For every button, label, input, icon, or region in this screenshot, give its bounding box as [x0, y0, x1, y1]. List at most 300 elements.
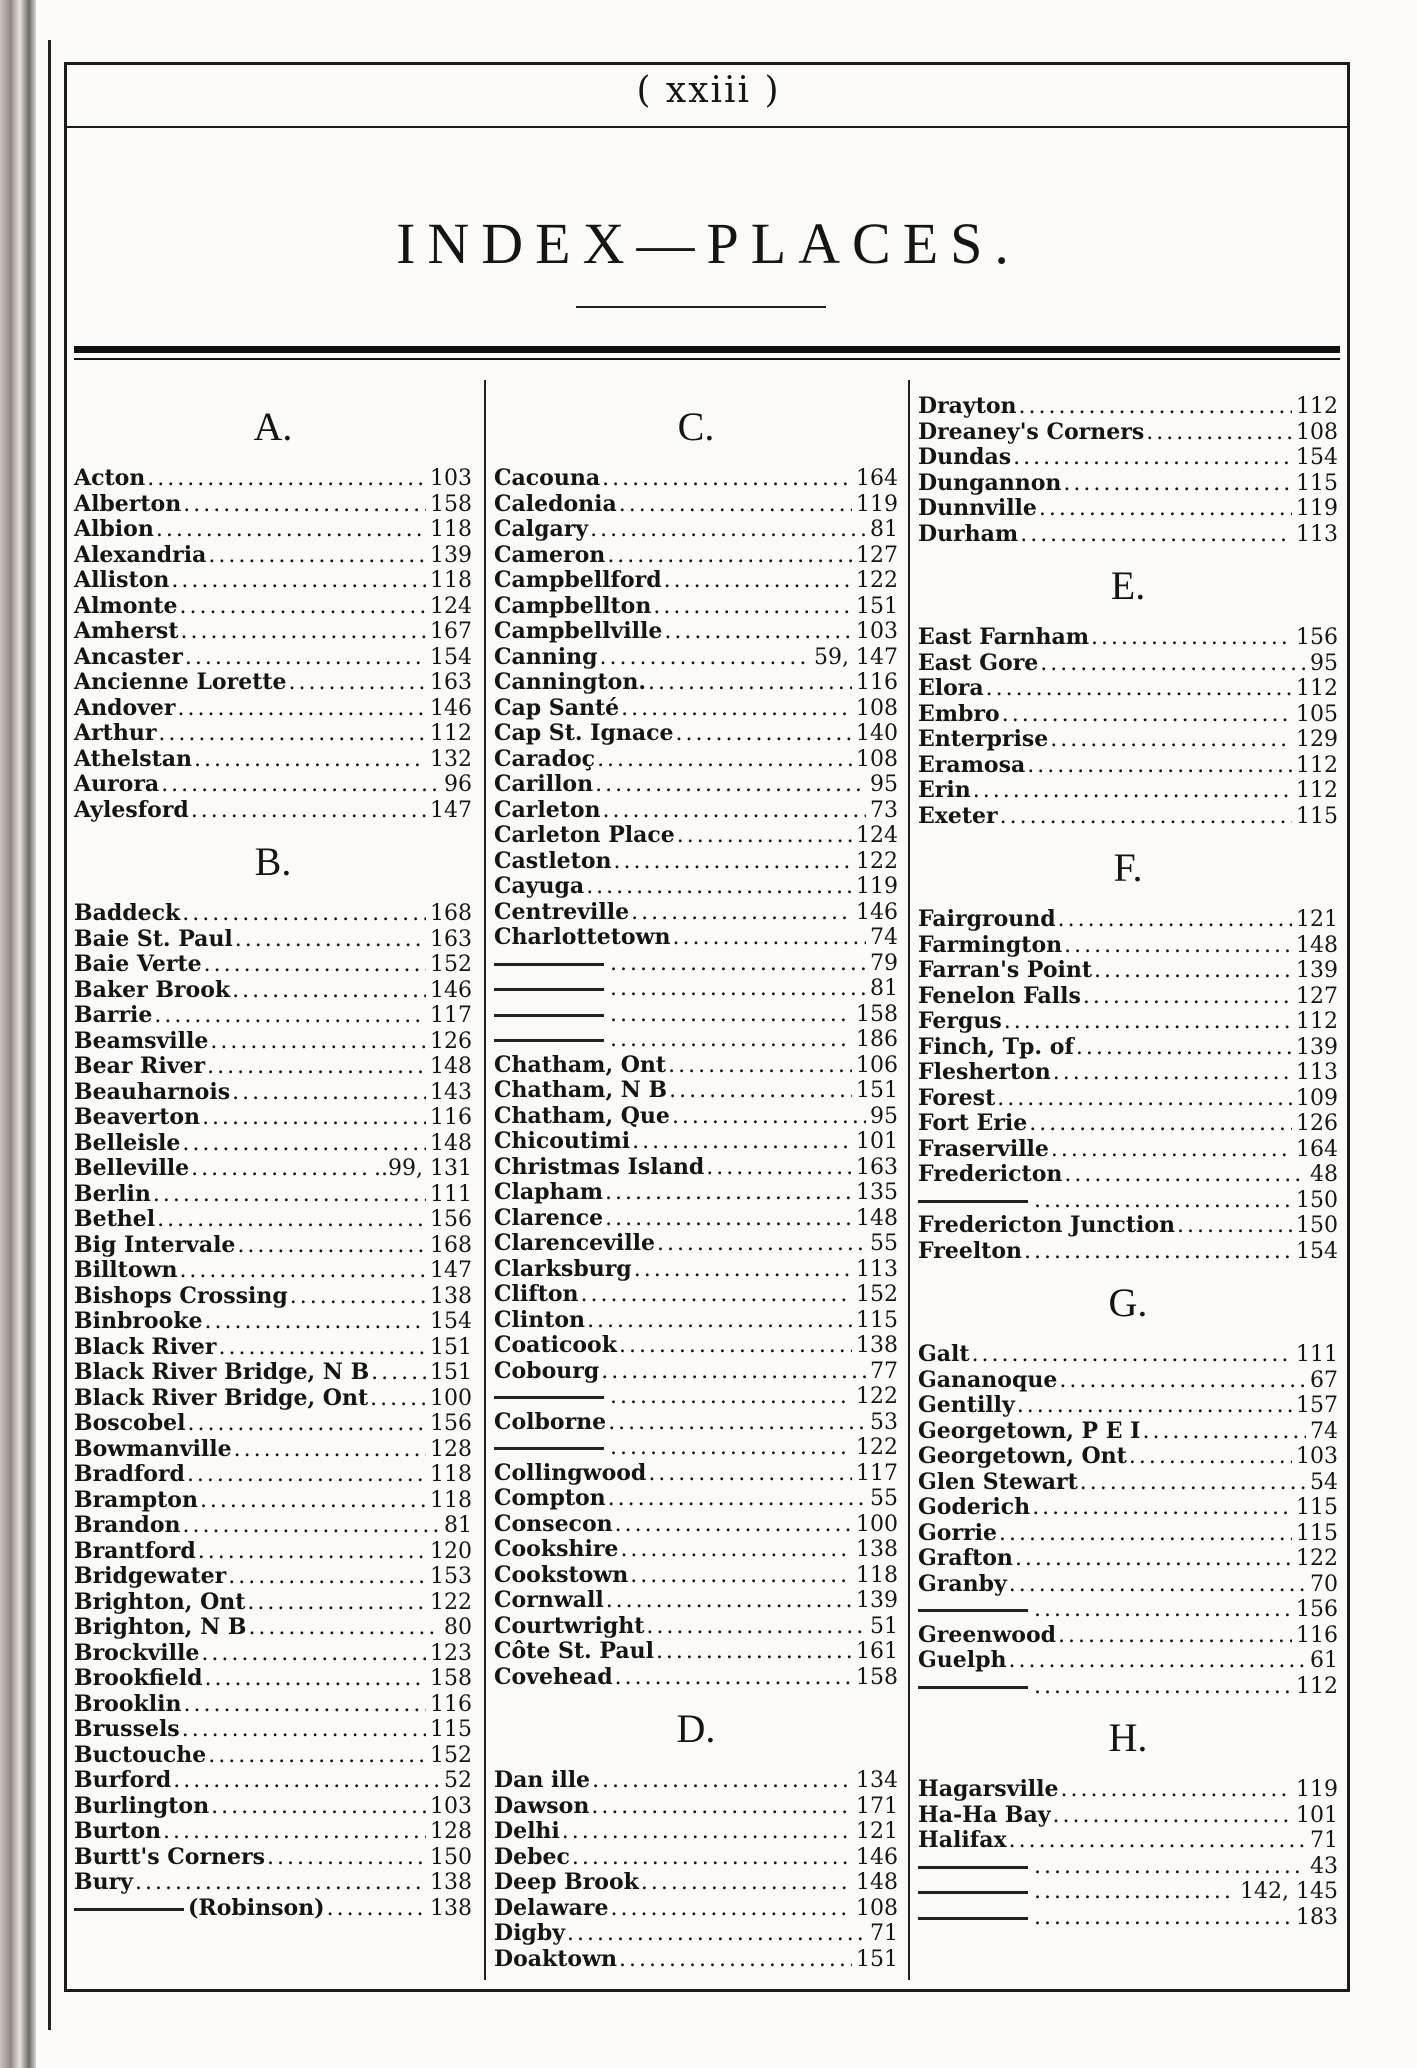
page-ref: 79 — [870, 950, 898, 976]
page-ref: 81 — [444, 1513, 472, 1538]
page-ref: 118 — [856, 1562, 898, 1588]
page-ref: 43 — [1310, 1853, 1338, 1879]
place-name: Hagarsville — [918, 1776, 1059, 1802]
page-ref: 122 — [856, 1435, 898, 1460]
index-entry — [918, 471, 1338, 497]
place-name: Brandon — [74, 1512, 181, 1538]
leader-dots — [608, 1384, 852, 1410]
index-entry — [74, 1462, 472, 1488]
page-ref: 157 — [1296, 1393, 1338, 1418]
place-name: Exeter — [918, 802, 998, 829]
leader-dots — [1015, 1393, 1292, 1419]
leader-dots — [584, 874, 852, 900]
page-ref: 108 — [1296, 419, 1338, 445]
index-entry — [918, 1188, 1338, 1214]
place-name: Alberton — [74, 490, 182, 517]
index-entry — [494, 1768, 898, 1794]
page-ref: 148 — [856, 1205, 898, 1231]
index-entry — [918, 1342, 1338, 1368]
index-entry — [494, 925, 898, 951]
page-ref: 106 — [856, 1052, 898, 1078]
place-name: Campbellville — [494, 618, 663, 644]
leader-dots — [265, 1845, 426, 1871]
leader-dots — [670, 925, 866, 951]
index-entry — [494, 1231, 898, 1257]
place-name: Farran's Point — [918, 957, 1093, 983]
page-ref: 158 — [430, 491, 472, 517]
leader-dots — [1061, 471, 1292, 497]
place-name: Arthur — [74, 720, 157, 746]
page-ref: 164 — [856, 466, 898, 491]
place-name: Dan ille — [494, 1767, 591, 1793]
page-ref: 151 — [856, 1078, 898, 1103]
place-name: Campbellford — [494, 567, 662, 593]
index-entry — [918, 1239, 1338, 1265]
page-ref: 150 — [1296, 1213, 1338, 1238]
page-ref: 48 — [1310, 1162, 1338, 1187]
index-entry — [74, 1437, 472, 1463]
index-entry — [918, 1137, 1338, 1163]
leader-dots — [203, 1309, 426, 1335]
leader-dots — [151, 1182, 426, 1208]
page-ref: 117 — [856, 1460, 898, 1486]
page-ref: 113 — [856, 1256, 898, 1282]
index-entry — [494, 1104, 898, 1130]
leader-dots — [217, 1335, 426, 1361]
place-name: Belleisle — [74, 1129, 181, 1156]
leader-dots — [325, 1896, 426, 1922]
leader-dots — [185, 1411, 426, 1437]
place-name: Coaticook — [494, 1332, 617, 1358]
leader-dots — [202, 952, 426, 978]
index-entry — [494, 670, 898, 696]
index-entry — [74, 696, 472, 722]
page-ref: 124 — [430, 593, 472, 619]
index-entry — [494, 1896, 898, 1922]
index-entry — [494, 1359, 898, 1385]
place-name: Greenwood — [918, 1621, 1057, 1648]
leader-dots — [585, 1308, 852, 1334]
page-ref: 127 — [856, 542, 898, 568]
place-name: Chatham, Que — [494, 1102, 670, 1129]
place-name: Brooklin — [74, 1690, 182, 1717]
ditto-dash — [494, 1396, 604, 1399]
place-name: Brighton, Ont — [74, 1588, 246, 1615]
page-ref: 122 — [856, 1384, 898, 1409]
place-name: Berlin — [74, 1180, 151, 1207]
page-ref: 138 — [856, 1537, 898, 1562]
place-name: Halifax — [918, 1827, 1007, 1853]
leader-dots — [617, 1947, 852, 1973]
leader-dots — [628, 1563, 852, 1589]
index-entry — [74, 1896, 472, 1922]
index-entry — [74, 543, 472, 569]
place-name: Cookshire — [494, 1536, 619, 1562]
page-ref: 105 — [1296, 701, 1338, 727]
ditto-dash — [494, 1014, 604, 1017]
ditto-dash — [918, 1609, 1028, 1612]
place-name: Binbrooke — [74, 1308, 203, 1334]
index-entry — [74, 1309, 472, 1335]
place-name: Billtown — [74, 1257, 178, 1283]
page-ref: 55 — [870, 1231, 898, 1256]
leader-dots — [198, 1488, 426, 1514]
place-name: Athelstan — [74, 745, 192, 772]
place-name: Beaverton — [74, 1104, 201, 1130]
thick-divider — [74, 346, 1340, 353]
index-entry — [918, 420, 1338, 446]
leader-dots — [230, 978, 426, 1004]
page-ref: 95 — [1310, 650, 1338, 676]
place-name: Forest — [918, 1084, 996, 1111]
index-entry — [494, 1486, 898, 1512]
index-entry — [918, 1521, 1338, 1547]
leader-dots — [196, 1539, 426, 1565]
place-name: Cap St. Ignace — [494, 720, 674, 746]
index-entry — [918, 933, 1338, 959]
place-name: Cameron — [494, 541, 606, 568]
page-ref: 71 — [870, 1921, 898, 1946]
leader-dots — [662, 619, 852, 645]
place-name: Bowmanville — [74, 1435, 232, 1462]
index-entry — [918, 1470, 1338, 1496]
index-entry — [74, 798, 472, 824]
ditto-dash — [918, 1917, 1028, 1920]
leader-dots — [185, 1462, 426, 1488]
place-name: Dawson — [494, 1792, 590, 1819]
leader-dots — [1022, 1239, 1292, 1265]
page-ref: 128 — [430, 1819, 472, 1844]
place-name: Georgetown, P E I — [918, 1417, 1141, 1444]
leader-dots — [1037, 496, 1292, 522]
page-ref: 168 — [430, 901, 472, 926]
place-name: Finch, Tp. of — [918, 1033, 1074, 1060]
place-name: Consecon — [494, 1510, 613, 1537]
leader-dots — [1032, 1674, 1292, 1700]
index-entry — [918, 958, 1338, 984]
place-name: Dunnville — [918, 495, 1037, 521]
index-entry — [74, 1131, 472, 1157]
leader-dots — [1007, 1648, 1306, 1674]
leader-dots — [608, 1896, 852, 1922]
leader-dots — [666, 1053, 852, 1079]
index-entry — [74, 1284, 472, 1310]
place-name: Covehead — [494, 1663, 613, 1690]
leader-dots — [176, 696, 427, 722]
page-ref: 121 — [1296, 907, 1338, 932]
leader-dots — [603, 1180, 852, 1206]
index-entry — [918, 907, 1338, 933]
place-name: East Farnham — [918, 624, 1090, 650]
ditto-dash — [494, 1447, 604, 1450]
place-name: Fredericton — [918, 1161, 1063, 1187]
leader-dots — [232, 1437, 426, 1463]
leader-dots — [208, 1029, 426, 1055]
index-entry — [494, 1410, 898, 1436]
place-name: Fenelon Falls — [918, 982, 1081, 1009]
leader-dots — [206, 543, 426, 569]
page-ref: 81 — [870, 976, 898, 1001]
place-name: Gorrie — [918, 1519, 997, 1546]
index-entry — [494, 1129, 898, 1155]
index-entry — [74, 1819, 472, 1845]
place-name: Galt — [918, 1341, 970, 1367]
place-name: Alliston — [74, 567, 170, 593]
leader-dots — [1030, 1495, 1292, 1521]
index-entry — [494, 721, 898, 747]
page-ref: 115 — [1296, 470, 1338, 496]
index-entry — [918, 394, 1338, 420]
leader-dots — [1049, 1137, 1292, 1163]
page-ref: 146 — [430, 977, 472, 1003]
index-entry — [918, 1368, 1338, 1394]
page-ref: 151 — [430, 1334, 472, 1360]
page-ref: 151 — [856, 1946, 898, 1972]
index-entry — [74, 901, 472, 927]
leader-dots — [590, 1768, 852, 1794]
page-ref: 150 — [1296, 1187, 1338, 1213]
index-entry — [74, 1845, 472, 1871]
index-entry — [74, 1080, 472, 1106]
ditto-dash — [494, 1039, 604, 1042]
place-name: Bethel — [74, 1206, 156, 1232]
place-name: Clapham — [494, 1179, 604, 1205]
index-entry — [918, 1393, 1338, 1419]
page-ref: 134 — [856, 1768, 898, 1793]
page-ref: 77 — [870, 1358, 898, 1384]
index-entry — [918, 1086, 1338, 1112]
leader-dots — [970, 1342, 1292, 1368]
section-letter: F. — [1113, 845, 1143, 890]
index-entry — [74, 747, 472, 773]
ditto-dash — [918, 1686, 1028, 1689]
page-ref: 139 — [856, 1588, 898, 1613]
place-name: Cornwall — [494, 1587, 604, 1613]
page-ref: 112 — [1296, 676, 1338, 701]
leader-dots — [608, 1002, 852, 1028]
place-name: Digby — [494, 1920, 565, 1946]
index-entry — [494, 951, 898, 977]
place-name: Deep Brook — [494, 1869, 639, 1895]
leader-dots — [1078, 1470, 1306, 1496]
index-entry — [74, 466, 472, 492]
page-ref: 135 — [856, 1180, 898, 1205]
page-ref: 156 — [430, 1411, 472, 1436]
index-entry — [494, 1027, 898, 1053]
leader-dots — [617, 492, 852, 518]
leader-dots — [156, 721, 426, 747]
page-ref: 95 — [870, 1103, 898, 1129]
place-name: Brookfield — [74, 1665, 203, 1691]
index-entry — [494, 1308, 898, 1334]
place-name: Chicoutimi — [494, 1128, 631, 1154]
index-column-2 — [494, 388, 898, 1972]
page-ref: 112 — [1296, 752, 1338, 778]
page-title: INDEX—PLACES. — [396, 211, 1021, 276]
leader-dots — [618, 1537, 852, 1563]
index-entry — [918, 1495, 1338, 1521]
leader-dots — [182, 1692, 427, 1718]
page-ref: ..99, 131 — [374, 1156, 472, 1181]
leader-dots — [181, 1513, 441, 1539]
index-entry — [74, 1768, 472, 1794]
leader-dots — [995, 1086, 1292, 1112]
leader-dots — [630, 1129, 852, 1155]
leader-dots — [235, 1233, 426, 1259]
page-ref: 164 — [1296, 1136, 1338, 1162]
leader-dots — [606, 1410, 866, 1436]
place-name: Flesherton — [918, 1059, 1051, 1085]
index-entry — [494, 517, 898, 543]
page-ref: 147 — [430, 797, 472, 823]
leader-dots — [1027, 1111, 1292, 1137]
leader-dots — [670, 1104, 866, 1130]
index-entry — [74, 978, 472, 1004]
place-name: Fredericton Junction — [918, 1212, 1176, 1238]
page-ref: 148 — [856, 1870, 898, 1895]
index-entry — [74, 1156, 472, 1182]
leader-dots — [984, 676, 1292, 702]
place-name: Eramosa — [918, 751, 1026, 778]
leader-dots — [1032, 1854, 1306, 1880]
place-name: Albion — [74, 516, 154, 542]
index-entry — [918, 804, 1338, 830]
page-ref: 119 — [1296, 1777, 1338, 1802]
page-ref: 70 — [1310, 1571, 1338, 1597]
index-entry — [74, 1513, 472, 1539]
page-ref: 112 — [1296, 394, 1338, 419]
leader-dots — [1051, 1803, 1292, 1829]
index-entry — [918, 1828, 1338, 1854]
page-ref: 51 — [870, 1613, 898, 1639]
place-name: Doaktown — [494, 1945, 618, 1972]
page-ref: 108 — [856, 1895, 898, 1921]
leader-dots — [644, 1614, 866, 1640]
leader-dots — [287, 670, 426, 696]
page-ref: 59, 147 — [814, 644, 898, 670]
page-ref: 121 — [856, 1819, 898, 1844]
page-ref: 148 — [430, 1054, 472, 1079]
place-name: Cayuga — [494, 873, 585, 899]
place-name: Aylesford — [74, 796, 189, 823]
leader-dots — [632, 1257, 852, 1283]
place-name: Embro — [918, 700, 1000, 727]
index-entry — [74, 670, 472, 696]
leader-dots — [1089, 625, 1292, 651]
index-entry — [74, 1692, 472, 1718]
place-name: Erin — [918, 777, 971, 803]
leader-dots — [1032, 1188, 1292, 1214]
leader-dots — [1000, 702, 1292, 728]
page-ref: 100 — [430, 1385, 472, 1411]
place-name: Fraserville — [918, 1135, 1049, 1162]
leader-dots — [1007, 1828, 1306, 1854]
leader-dots — [565, 1921, 866, 1947]
title-underline — [576, 306, 826, 308]
place-name: Brockville — [74, 1639, 200, 1666]
index-entry — [74, 1564, 472, 1590]
page-ref: 124 — [856, 823, 898, 848]
index-entry — [74, 772, 472, 798]
page-ref: 115 — [1296, 803, 1338, 829]
index-entry — [74, 645, 472, 671]
leader-dots — [655, 1231, 866, 1257]
index-entry — [918, 1777, 1338, 1803]
page-ref: 150 — [430, 1844, 472, 1870]
page-ref: 163 — [856, 1154, 898, 1180]
column-separator — [484, 380, 486, 1980]
place-name: Chatham, Ont — [494, 1051, 667, 1078]
place-name: Beamsville — [74, 1027, 209, 1054]
page-ref: 112 — [1296, 778, 1338, 803]
place-name: Clarence — [494, 1204, 604, 1231]
leader-dots — [674, 721, 853, 747]
index-entry — [494, 1921, 898, 1947]
page-ref: 183 — [1296, 1904, 1338, 1930]
leader-dots — [1032, 1597, 1292, 1623]
place-name: Clarksburg — [494, 1255, 632, 1282]
page-ref: 156 — [1296, 1597, 1338, 1622]
place-name: Castleton — [494, 847, 612, 874]
index-entry — [494, 1333, 898, 1359]
leader-dots — [629, 900, 852, 926]
page-ref: 123 — [430, 1640, 472, 1666]
index-entry — [494, 1512, 898, 1538]
index-entry — [494, 1870, 898, 1896]
index-entry — [918, 1879, 1338, 1905]
index-entry — [918, 1803, 1338, 1829]
page-ref: 103 — [1296, 1444, 1338, 1469]
leader-dots — [603, 1206, 852, 1232]
index-column-1 — [74, 388, 472, 1921]
place-name: Burtt's Corners — [74, 1843, 266, 1870]
index-entry — [74, 517, 472, 543]
index-entry — [74, 1641, 472, 1667]
page-ref: 80 — [444, 1615, 472, 1640]
page-ref: 146 — [856, 899, 898, 925]
index-entry — [494, 1794, 898, 1820]
leader-dots — [598, 645, 811, 671]
leader-dots — [1144, 420, 1292, 446]
index-entry — [494, 1537, 898, 1563]
index-entry — [494, 1563, 898, 1589]
place-name: Fort Erie — [918, 1110, 1028, 1136]
index-entry — [918, 702, 1338, 728]
page-ref: 186 — [856, 1027, 898, 1052]
index-entry — [74, 1590, 472, 1616]
place-name: Burton — [74, 1818, 162, 1844]
page-ref: 112 — [1296, 1009, 1338, 1034]
leader-dots — [662, 568, 852, 594]
index-entry — [494, 1282, 898, 1308]
place-name: Cacouna — [494, 465, 601, 491]
index-entry — [74, 1029, 472, 1055]
page-ref: 146 — [856, 1844, 898, 1870]
index-entry — [494, 1947, 898, 1973]
page-ref: 67 — [1310, 1367, 1338, 1393]
page-ref: 158 — [430, 1666, 472, 1691]
ditto-dash — [494, 988, 604, 991]
leader-dots — [605, 543, 852, 569]
leader-dots — [1062, 933, 1292, 959]
index-entry — [74, 1258, 472, 1284]
place-name: Côte St. Paul — [494, 1638, 654, 1664]
index-entry — [494, 976, 898, 1002]
index-entry — [74, 1717, 472, 1743]
page-ref: 116 — [430, 1105, 472, 1130]
index-entry — [494, 1588, 898, 1614]
index-entry — [74, 594, 472, 620]
